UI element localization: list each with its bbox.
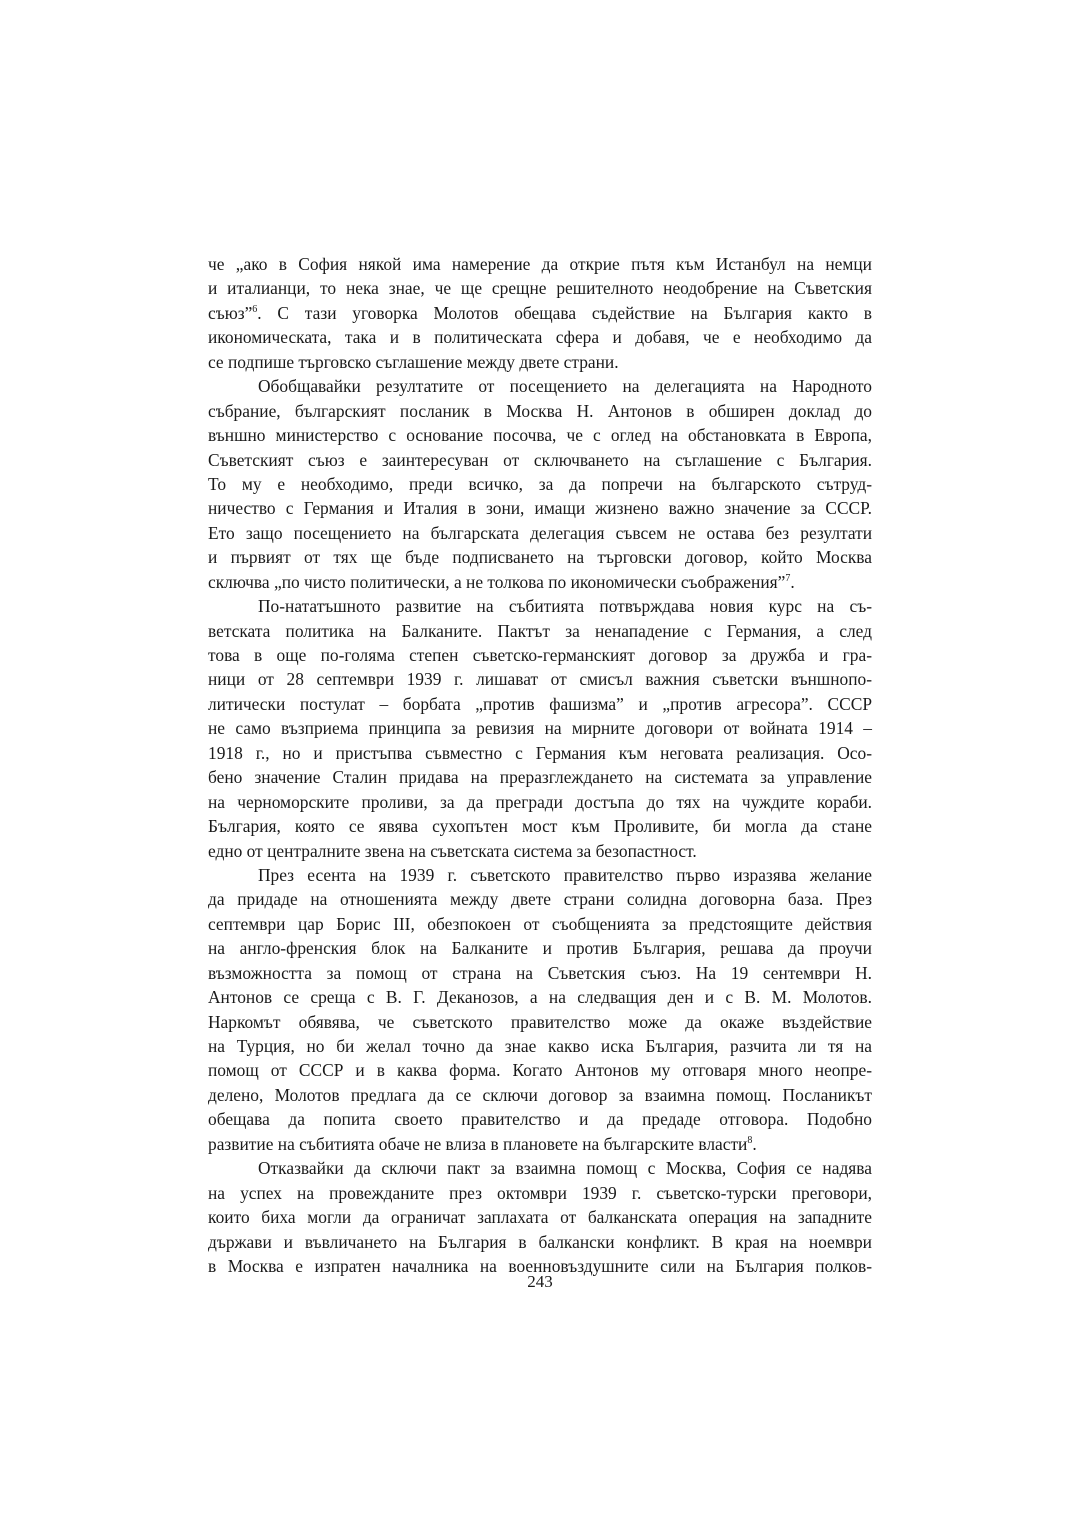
text-line: 1918 г., но и пристъпва съвместно с Германия към неговата реализация. Осо- [208,742,872,763]
text-line: През есента на 1939 г. съветското правителство първо изразява желание [258,864,872,885]
text-line: литически постулат – борбата „против фашизма” и „против агресора”. СССР [208,693,872,714]
text-line: икономическата, така и в политическата сфера и добавя, че е необходимо да [208,327,872,348]
footnote-ref: 8 [747,1134,753,1146]
text-line: По-нататъшното развитие на събитията потвърждава новия курс на съ- [258,596,872,617]
text-line: ници от 28 септември 1939 г. лишават от смисъл важния съветски външнопо- [208,669,872,690]
text-line: и италианци, то нека знае, че ще срещне решителното неодобрение на Съветския [208,278,872,299]
text-line: България, която се явява сухопътен мост към Проливите, би могла да стане [208,816,872,837]
text-line: септември цар Борис III, обезпокоен от съобщенията за предстоящите действия [208,913,872,934]
text-line: това в още по-голяма степен съветско-германският договор за дружба и гра- [208,645,872,665]
text-line: обещава да попита своето правителство и да предаде отговора. Подобно [208,1109,872,1130]
text-line: държави и въвличането на България в балкански конфликт. В края на ноември [208,1231,872,1252]
text-line: делено, Молотов предлага да се сключи договор за взаимна помощ. Посланикът [208,1084,872,1105]
text-line: на успех на провежданите през октомври 1939 г. съветско-турски преговори, [208,1182,872,1203]
text-line: събрание, българският посланик в Москва Н. Антонов в обширен доклад до [208,400,872,421]
text-line: сключва „по чисто политически, а не толкова по икономически съображения”$^7$. [208,571,795,592]
text-line: в Москва е изпратен началника на военновъздушните сили на България полков- [208,1255,872,1276]
text-line: едно от централните звена на съветската система за безопастност. [208,840,697,861]
text-line: съюз”$^6$. С тази уговорка Молотов обещава съдействие на България както в [208,302,872,323]
text-line: не само възприема принципа за ревизия на мирните договори от войната 1914 – [208,718,872,739]
footnote-ref: 6 [252,304,258,316]
text-line: Антонов се среща с В. Г. Деканозов, а на следващия ден и с В. М. Молотов. [208,987,872,1008]
text-line: да придаде на отношенията между двете страни солидна договорна база. През [208,889,872,910]
body-text [208,252,872,1278]
text-line: помощ от СССР и в каква форма. Когато Антонов му отговаря много неопре- [208,1060,872,1081]
text-line: се подпише търговско съглашение между двете страни. [208,351,619,372]
text-line: възможността за помощ от страна на Съветския съюз. На 19 сентември Н. [208,962,872,983]
text-line: Отказвайки да сключи пакт за взаимна помощ с Москва, София се надява [258,1158,872,1179]
text-line: ничество с Германия и Италия в зони, имащи жизнено важно значение за СССР. [208,498,872,519]
text-line: ветската политика на Балканите. Пактът за ненападение с Германия, а след [208,620,872,641]
page-number: 243 [527,1272,553,1291]
text-line: развитие на събитията обаче не влиза в плановете на българските власти$^8$. [208,1133,757,1154]
text-line: Обобщавайки резултатите от посещението на делегацията на Народното [258,376,872,397]
text-line: бено значение Сталин придава на преразглеждането на системата за управление [208,767,872,788]
text-line: външно министерство с основание посочва, че с оглед на обстановката в Европа, [208,425,872,446]
text-line: че „ако в София някой има намерение да открие пътя към Истанбул на немци [208,254,872,274]
text-line: на Турция, но би желал точно да знае какво иска България, разчита ли тя на [208,1036,872,1056]
text-line: То му е необходимо, преди всичко, за да попречи на българското сътруд- [208,473,872,494]
text-line: на англо-френския блок на Балканите и против България, решава да проучи [208,938,872,959]
text-line: Ето защо посещението на българската делегация съвсем не остава без резултати [208,522,872,543]
footnote-ref: 7 [785,572,791,584]
text-line: които биха могли да ограничат заплахата от балканската операция на западните [208,1207,872,1228]
text-line: и първият от тях ще бъде подписването на търговски договор, който Москва [208,547,872,568]
text-line: на черноморските проливи, за да прегради достъпа до тях на чуждите кораби. [208,791,872,812]
text-line: Съветският съюз е заинтересуван от сключването на съглашение с България. [208,449,872,470]
text-line: Наркомът обявява, че съветското правителство може да окаже въздействие [208,1011,872,1032]
